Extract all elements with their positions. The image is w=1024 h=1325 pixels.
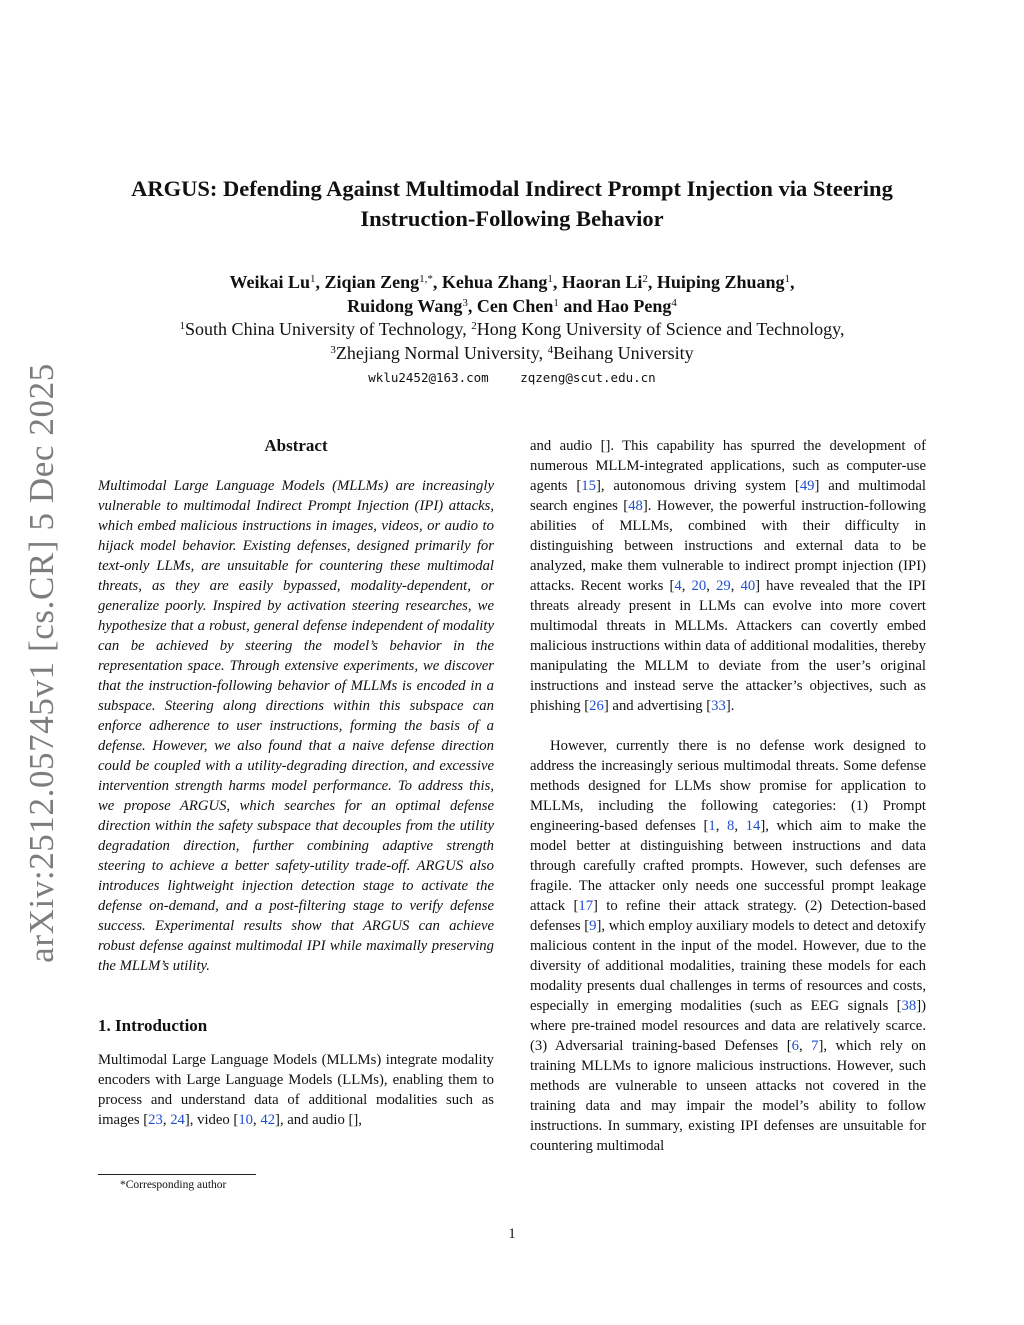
author-affiliation-mark: 2 xyxy=(642,272,648,285)
citation-link[interactable]: 4 xyxy=(674,578,682,594)
citation-link[interactable]: 10 xyxy=(238,1112,254,1128)
introduction-heading: 1. Introduction xyxy=(98,1016,208,1035)
email-link[interactable]: wklu2452@163.com xyxy=(368,370,489,385)
abstract-heading: Abstract xyxy=(264,436,328,455)
author-affiliation-mark: 1,* xyxy=(419,272,433,285)
intro-paragraph-1-continued: and audio []. This capability has spurred the development of numerous MLLM-integrated applications, such as computer-use agents [15], autonomous driving system [49] and multimodal search engines [48]. However, the powerful instruction-following abilities of MLLMs, combined with their difficulty in distinguishing between instructions and external data to be analyzed, make them vulnerable to indirect prompt injection (IPI) attacks. Recent works [4, 20, 29, 40] have revealed that the IPI threats already present in LLMs can evolve into more covert multimodal threats in MLLMs. Attackers can covertly embed malicious instructions within data of additional modalities, thereby manipulating the MLLM to deviate from the user’s original instructions and instead serve the attacker’s objectives, such as phishing [26] and advertising [33]. xyxy=(530,438,927,714)
author-name: Kehua Zhang xyxy=(441,272,548,292)
page-number: 1 xyxy=(508,1226,516,1242)
citation-link[interactable]: 33 xyxy=(711,698,726,714)
affiliation-mark: 1 xyxy=(179,319,186,332)
author-name: Cen Chen xyxy=(476,296,554,316)
email-list xyxy=(80,370,944,385)
title-line-2: Instruction-Following Behavior xyxy=(360,206,664,231)
email-link[interactable]: zqzeng@scut.edu.cn xyxy=(520,370,656,385)
affiliation-name: South China University of Technology xyxy=(185,319,463,339)
citation-link[interactable]: 20 xyxy=(691,578,707,594)
author-affiliation-mark: 1 xyxy=(784,272,790,285)
title-line-1: ARGUS: Defending Against Multimodal Indirect Prompt Injection via Steering xyxy=(131,176,893,201)
author-affiliation-mark: 4 xyxy=(671,296,677,309)
footnote-rule xyxy=(98,1174,256,1175)
author-list: Weikai Lu$^1$, Ziqian Zeng$^{1,*}$, Kehua Zhang$^1$, Haoran Li$^2$, Huiping Zhuang$^1$, Ruidong Wang$^3$, Cen Chen$^1$ and Hao Peng$^4$ xyxy=(229,272,795,316)
citation-link[interactable]: 6 xyxy=(791,1038,799,1054)
affiliation-list: $^1$South China University of Technology, $^2$Hong Kong University of Science and Technology, $^3$Zhejiang Normal University, $^4$Beihang University xyxy=(179,319,845,363)
citation-link[interactable]: 24 xyxy=(170,1112,185,1128)
affiliation-mark: 2 xyxy=(471,319,477,332)
author-affiliation-mark: 1 xyxy=(553,296,559,309)
citation-link[interactable]: 38 xyxy=(901,998,917,1014)
left-column xyxy=(98,436,494,1130)
citation-link[interactable]: 17 xyxy=(578,898,594,914)
affiliation-name: Zhejiang Normal University xyxy=(335,343,539,363)
intro-paragraph-2: However, currently there is no defense work designed to address the increasingly serious multimodal threats. Some defense methods designed for LLMs show promise for application to MLLMs, including the following categories: (1) Prompt engineering-based defenses [1, 8, 14], which aim to make the model better at distinguishing between instructions and data through carefully crafted prompts. However, such defenses are fragile. The attacker only needs one successful prompt leakage attack [17] to refine their attack strategy. (2) Detection-based defenses [9], which employ auxiliary models to detect and detoxify malicious content in the input of the model. However, due to the diversity of additional modalities, training these models for each modality presents dual challenges in terms of resources and costs, especially in emerging modalities (such as EEG signals [38]) where pre-trained model resources and data are relatively scarce. (3) Adversarial training-based Defenses [6, 7], which rely on training MLLMs to ignore malicious instructions. However, such methods are vulnerable to unseen attacks not covered in the training data and may impair the model’s ability to follow instructions. In summary, existing IPI defenses are unsuitable for countering multimodal xyxy=(530,738,927,1154)
citation-link[interactable]: 48 xyxy=(628,498,643,514)
author-affiliation-mark: 1 xyxy=(310,272,316,285)
author-name: Weikai Lu xyxy=(229,272,311,292)
citation-link[interactable]: 26 xyxy=(589,698,604,714)
affiliation-name: Hong Kong University of Science and Technology xyxy=(476,319,840,339)
author-name: Ziqian Zeng xyxy=(324,272,420,292)
citation-link[interactable]: 15 xyxy=(581,478,596,494)
affiliation-name: Beihang University xyxy=(553,343,694,363)
paper-title xyxy=(90,174,934,234)
affiliation-mark: 3 xyxy=(330,343,336,356)
citation-link[interactable]: 40 xyxy=(740,578,756,594)
author-name: Hao Peng xyxy=(596,296,672,316)
right-column xyxy=(530,436,926,1156)
intro-paragraph-1: Multimodal Large Language Models (MLLMs) integrate modality encoders with Large Language Models (LLMs), enabling them to process and understand data of additional modalities such as images [23, 24], video [10, 42], and audio [], xyxy=(98,1052,494,1128)
citation-link[interactable]: 49 xyxy=(799,478,815,494)
abstract-text: Multimodal Large Language Models (MLLMs) are increasingly vulnerable to multimodal Indirect Prompt Injection (IPI) attacks, which embed malicious instructions in images, videos, or audio to hijack model behavior. Existing defenses, designed primarily for text-only LLMs, are unsuitable for countering these multimodal threats, as they are easily bypassed, modality-dependent, or generalize poorly. Inspired by activation steering researches, we hypothesize that a robust, general defense independent of modality can be achieved by steering the model’s behavior in the representation space. Through extensive experiments, we discover that the instruction-following behavior of MLLMs is encoded in a subspace. Steering along directions within this subspace can enforce adherence to user instructions, forming the basis of a defense. However, we also found that a naive defense direction could be coupled with a utility-degrading direction, and excessive intervention strength harms model performance. To address this, we propose ARGUS, which searches for an optimal defense direction within the safety subspace that decouples from the utility degradation direction, further combining adaptive strength steering to achieve a better safety-utility trade-off. ARGUS also introduces lightweight injection detection stage to activate the defense on-demand, and a post-filtering stage to verify defense success. Experimental results show that ARGUS can achieve robust defense against multimodal IPI while maximally preserving the MLLM’s utility. xyxy=(98,478,494,974)
author-name: Haoran Li xyxy=(561,272,643,292)
footnote: *Corresponding author xyxy=(120,1179,227,1191)
author-name: Ruidong Wang xyxy=(347,296,463,316)
citation-link[interactable]: 23 xyxy=(148,1112,163,1128)
citation-link[interactable]: 9 xyxy=(589,918,597,934)
author-name: Huiping Zhuang xyxy=(656,272,785,292)
citation-link[interactable]: 8 xyxy=(726,818,735,834)
citation-link[interactable]: 1 xyxy=(708,818,716,834)
arxiv-identifier-stamp: arXiv:2512.05745v1 [cs.CR] 5 Dec 2025 xyxy=(22,363,61,963)
author-affiliation-mark: 3 xyxy=(462,296,468,309)
author-affiliation-mark: 1 xyxy=(547,272,553,285)
citation-link[interactable]: 7 xyxy=(811,1038,819,1054)
citation-link[interactable]: 42 xyxy=(260,1112,276,1128)
citation-link[interactable]: 14 xyxy=(745,818,761,834)
affiliation-mark: 4 xyxy=(547,343,554,356)
citation-link[interactable]: 29 xyxy=(716,578,731,594)
